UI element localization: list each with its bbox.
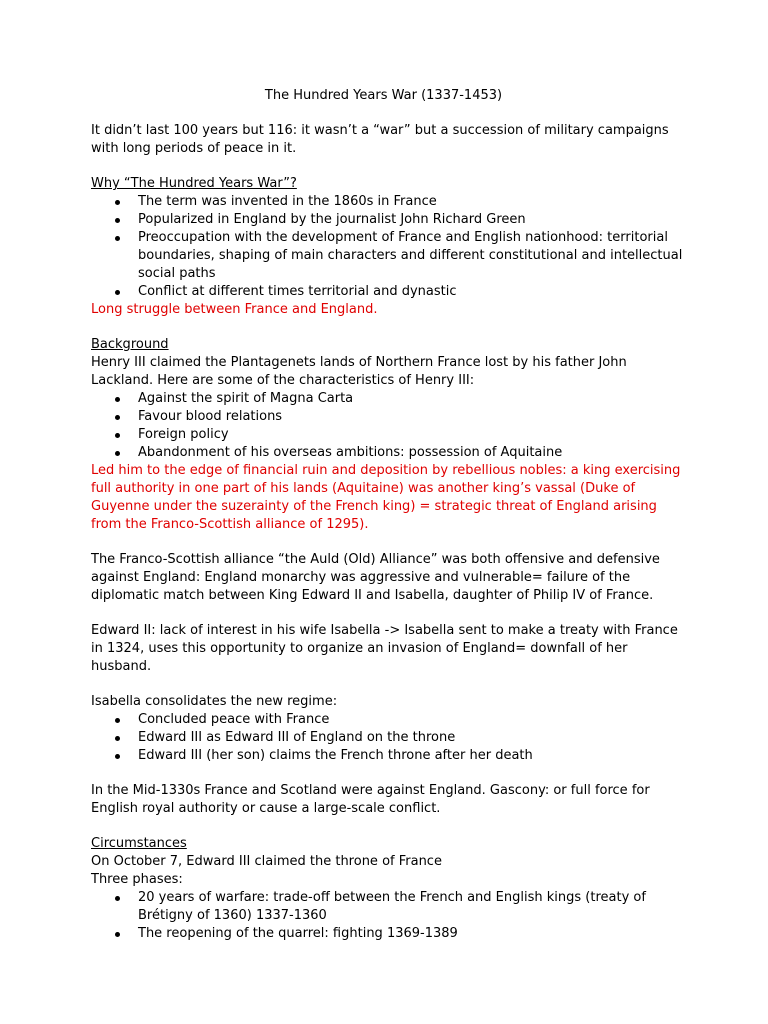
isabella-list <box>91 711 691 765</box>
list-item: Popularized in England by the journalist John Richard Green <box>91 211 691 229</box>
list-item: The reopening of the quarrel: fighting 1369-1389 <box>91 925 691 943</box>
background-intro: Henry III claimed the Plantagenets lands of Northern France lost by his father John Lackland. Here are some of the characteristics of Henry III: <box>91 355 627 388</box>
document-page <box>91 87 691 943</box>
edward-ii-paragraph: Edward II: lack of interest in his wife Isabella -> Isabella sent to make a treaty with France in 1324, uses this opportunity to organize an invasion of England= downfall of her husband. <box>91 623 678 674</box>
isabella-intro: Isabella consolidates the new regime: <box>91 694 338 709</box>
background-list <box>91 390 691 462</box>
list-item: The term was invented in the 1860s in France <box>91 193 691 211</box>
circumstances-list <box>91 889 691 943</box>
list-item: Edward III as Edward III of England on the throne <box>91 729 691 747</box>
list-item: Concluded peace with France <box>91 711 691 729</box>
why-list <box>91 193 691 301</box>
background-highlight: Led him to the edge of financial ruin and deposition by rebellious nobles: a king exercising full authority in one part of his lands (Aquitaine) was another king’s vassal (Duke of Guyenne under the suzerainty of the French king) = strategic threat of England arising from the Franco-Scottish alliance of 1295). <box>91 463 681 532</box>
list-item: Preoccupation with the development of France and English nationhood: territorial boundaries, shaping of main characters and different constitutional and intellectual social paths <box>91 229 691 283</box>
circumstances-line: On October 7, Edward III claimed the throne of France <box>91 854 442 869</box>
mid-1330s-paragraph: In the Mid-1330s France and Scotland were against England. Gascony: or full force for English royal authority or cause a large-scale conflict. <box>91 783 650 816</box>
why-highlight: Long struggle between France and England. <box>91 302 378 317</box>
list-item: Favour blood relations <box>91 408 691 426</box>
list-item: Edward III (her son) claims the French throne after her death <box>91 747 691 765</box>
list-item: Against the spirit of Magna Carta <box>91 390 691 408</box>
why-heading: Why “The Hundred Years War”? <box>91 176 297 191</box>
document-title: The Hundred Years War (1337-1453) <box>264 88 503 103</box>
list-item: 20 years of warfare: trade-off between the French and English kings (treaty of Brétigny of 1360) 1337-1360 <box>91 889 691 925</box>
intro-paragraph: It didn’t last 100 years but 116: it wasn’t a “war” but a succession of military campaigns with long periods of peace in it. <box>91 123 669 156</box>
list-item: Abandonment of his overseas ambitions: possession of Aquitaine <box>91 444 691 462</box>
circumstances-line: Three phases: <box>91 872 183 887</box>
list-item: Conflict at different times territorial and dynastic <box>91 283 691 301</box>
background-heading: Background <box>91 337 169 352</box>
circumstances-heading: Circumstances <box>91 836 187 851</box>
auld-alliance-paragraph: The Franco-Scottish alliance “the Auld (Old) Alliance” was both offensive and defensive against England: England monarchy was aggressive and vulnerable= failure of the diplomatic match between King Edward II and Isabella, daughter of Philip IV of France. <box>91 552 660 603</box>
list-item: Foreign policy <box>91 426 691 444</box>
